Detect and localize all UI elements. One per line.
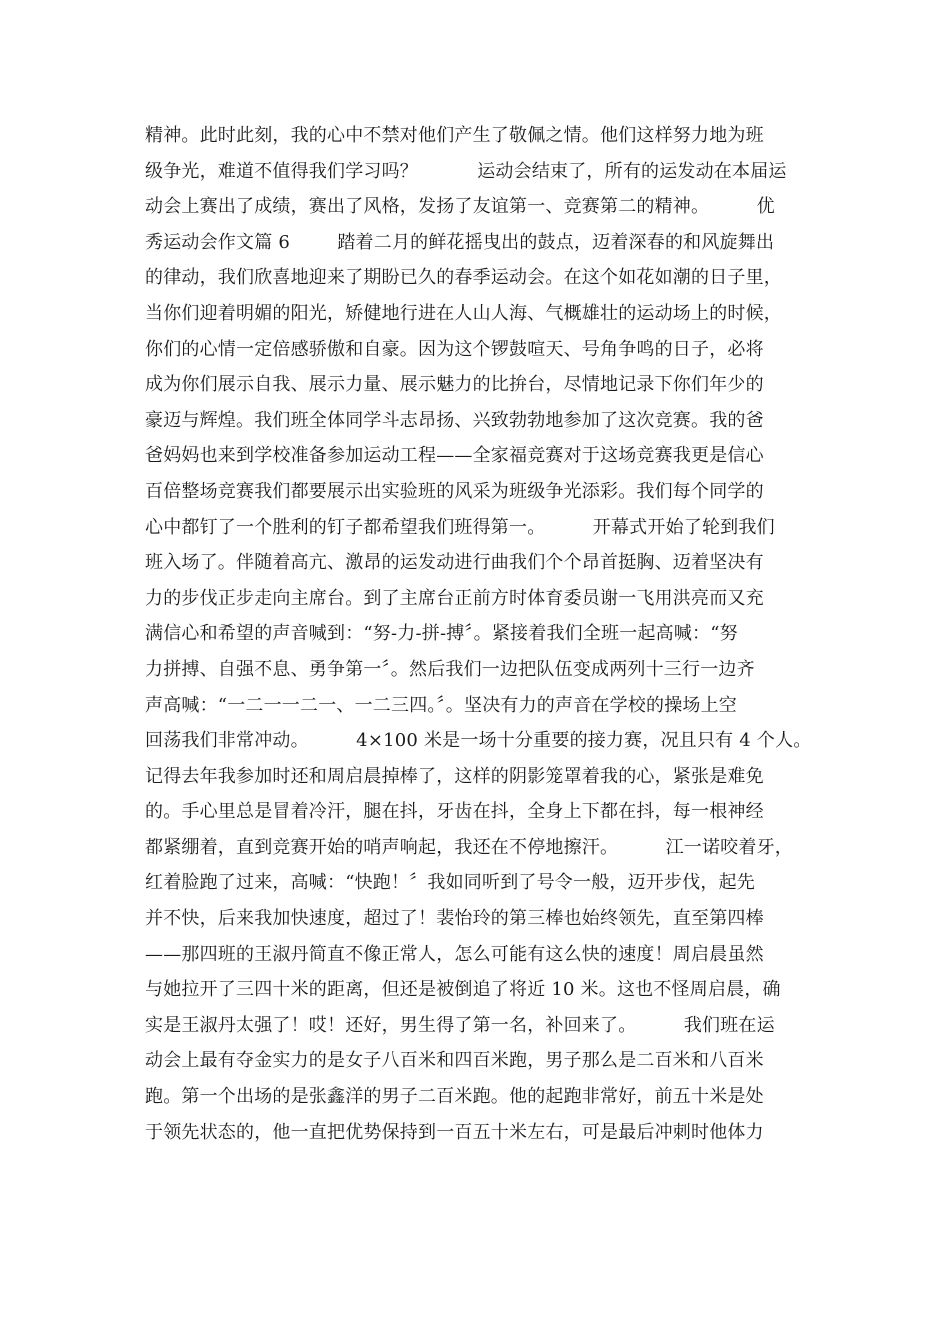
- text-line: 都紧绷着，直到竞赛开始的哨声响起，我还在不停地擦汗。 江一诺咬着牙，: [145, 836, 793, 858]
- text-line: 豪迈与辉煌。我们班全体同学斗志昂扬、兴致勃勃地参加了这次竞赛。我的爸: [145, 409, 764, 431]
- text-line: 动会上最有夺金实力的是女子八百米和四百米跑，男子那么是二百米和八百米: [145, 1050, 764, 1072]
- text-line: 声高喊：“一二一一二一、一二三四。〞。坚决有力的声音在学校的操场上空: [145, 694, 737, 716]
- text-line: 爸妈妈也来到学校准备参加运动工程——全家福竞赛对于这场竞赛我更是信心: [145, 445, 764, 467]
- text-line: 精神。此时此刻，我的心中不禁对他们产生了敬佩之情。他们这样努力地为班: [145, 125, 764, 146]
- text-line: 记得去年我参加时还和周启晨掉棒了，这样的阴影笼罩着我的心，紧张是难免: [145, 765, 764, 787]
- text-line: 力的步伐正步走向主席台。到了主席台正前方时体育委员谢一飞用洪亮而又充: [145, 587, 764, 609]
- text-line: 班入场了。伴随着高亢、激昂的运发动进行曲我们个个昂首挺胸、迈着坚决有: [145, 552, 764, 574]
- text-line: 于领先状态的，他一直把优势保持到一百五十米左右，可是最后冲刺时他体力: [145, 1121, 764, 1143]
- text-line: ——那四班的王淑丹简直不像正常人，怎么可能有这么快的速度！周启晨虽然: [145, 943, 764, 965]
- text-line: 级争光，难道不值得我们学习吗？ 运动会结束了，所有的运发动在本届运: [145, 160, 787, 182]
- text-line: 红着脸跑了过来，高喊：“快跑！〞我如同听到了号令一般，迈开步伐，起先: [145, 872, 755, 894]
- text-line: 当你们迎着明媚的阳光，矫健地行进在人山人海、气概雄壮的运动场上的时候，: [145, 302, 782, 324]
- text-line: 回荡我们非常冲动。 4×100 米是一场十分重要的接力赛，况且只有 4 个人。: [145, 730, 812, 752]
- text-line: 的。手心里总是冒着冷汗，腿在抖，牙齿在抖，全身上下都在抖，每一根神经: [145, 801, 764, 823]
- text-line: 你们的心情一定倍感骄傲和自豪。因为这个锣鼓喧天、号角争鸣的日子，必将: [145, 338, 764, 360]
- text-line: 秀运动会作文篇 6 踏着二月的鲜花摇曳出的鼓点，迈着深春的和风旋舞出: [145, 231, 775, 253]
- text-line: 跑。第一个出场的是张鑫洋的男子二百米跑。他的起跑非常好，前五十米是处: [145, 1086, 764, 1108]
- essay-body: [145, 118, 825, 1150]
- text-line: 力拼搏、自强不息、勇争第一〞。然后我们一边把队伍变成两列十三行一边齐: [145, 658, 755, 680]
- text-line: 满信心和希望的声音喊到：“努-力-拼-搏〞。紧接着我们全班一起高喊：“努: [145, 623, 738, 645]
- text-line: 的律动，我们欣喜地迎来了期盼已久的春季运动会。在这个如花如潮的日子里，: [145, 267, 782, 289]
- text-line: 心中都钉了一个胜利的钉子都希望我们班得第一。 开幕式开始了轮到我们: [145, 516, 775, 538]
- text-line: 与她拉开了三四十米的距离，但还是被倒追了将近 10 米。这也不怪周启晨，确: [145, 979, 781, 1001]
- text-line: 成为你们展示自我、展示力量、展示魅力的比拚台，尽情地记录下你们年少的: [145, 374, 764, 396]
- text-line: 动会上赛出了成绩，赛出了风格，发扬了友谊第一、竞赛第二的精神。 优: [145, 196, 775, 218]
- text-line: 百倍整场竞赛我们都要展示出实验班的风采为班级争光添彩。我们每个同学的: [145, 480, 764, 502]
- text-line: 实是王淑丹太强了！哎！还好，男生得了第一名，补回来了。 我们班在运: [145, 1014, 775, 1036]
- text-line: 并不快，后来我加快速度，超过了！裴怡玲的第三棒也始终领先，直至第四棒: [145, 908, 764, 930]
